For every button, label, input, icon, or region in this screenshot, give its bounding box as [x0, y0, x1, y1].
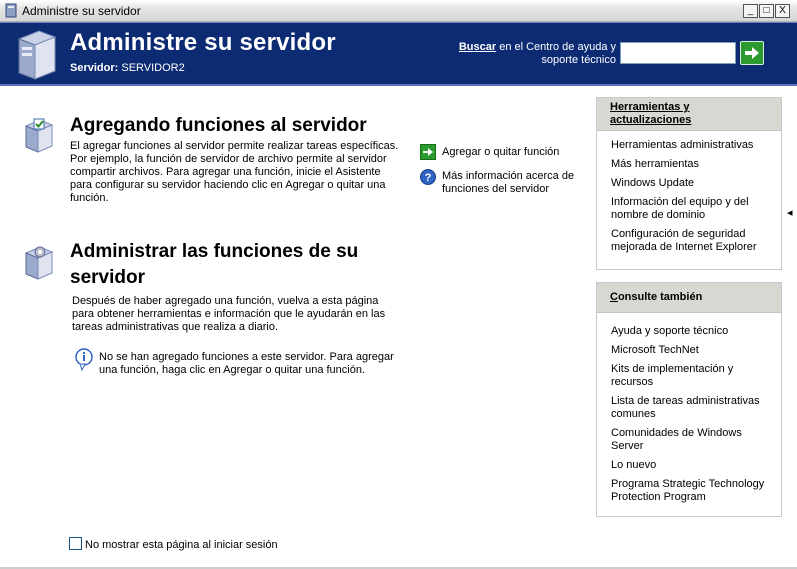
see-also-title-rest: onsulte también [617, 291, 703, 303]
search-label [430, 41, 616, 67]
see-also-panel-header [597, 283, 781, 313]
server-name: SERVIDOR2 [121, 62, 185, 74]
search-input[interactable] [620, 42, 736, 64]
tools-list [597, 131, 781, 264]
resize-cursor-icon: ◂ [787, 206, 793, 219]
minimize-button[interactable]: _ [743, 4, 758, 18]
page-title: Administre su servidor [70, 29, 336, 56]
help-icon [420, 169, 436, 185]
dont-show-label[interactable]: No mostrar esta página al iniciar sesión [85, 539, 278, 551]
see-also-item-task-list[interactable]: Lista de tareas administrativas comunes [611, 395, 760, 420]
tools-panel-title: Herramientas y actualizaciones [610, 101, 692, 126]
go-arrow-icon [741, 42, 763, 64]
tools-item-admin-tools[interactable]: Herramientas administrativas [611, 139, 754, 151]
add-role-icon [22, 118, 54, 154]
see-also-list [597, 313, 781, 514]
search-label-suffix: en el Centro de ayuda y soporte técnico [496, 41, 616, 66]
search-go-button[interactable] [740, 41, 764, 65]
window-titlebar[interactable] [0, 0, 797, 22]
close-button[interactable]: X [775, 4, 790, 18]
tools-panel [596, 97, 782, 270]
server-name-line [70, 62, 185, 74]
server-label: Servidor: [70, 62, 119, 74]
see-also-item-whats-new[interactable]: Lo nuevo [611, 459, 657, 471]
maximize-button[interactable]: □ [759, 4, 774, 18]
green-arrow-icon [420, 144, 436, 160]
see-also-item-kits[interactable]: Kits de implementación y recursos [611, 363, 734, 388]
tools-item-ie-security[interactable]: Configuración de seguridad mejorada de Internet Explorer [611, 228, 757, 253]
manage-roles-description: Después de haber agregado una función, vuelva a esta página para obtener herramientas e información que le ayudarán en las tareas administrativas que realiza a diario. [72, 295, 386, 333]
header-banner [0, 22, 797, 86]
tools-panel-header [597, 98, 781, 131]
more-info-roles-link[interactable]: Más información acerca de funciones del servidor [442, 170, 575, 195]
see-also-item-technet[interactable]: Microsoft TechNet [611, 344, 699, 356]
manage-roles-icon [22, 245, 54, 281]
see-also-item-help[interactable]: Ayuda y soporte técnico [611, 325, 729, 337]
see-also-title-accesskey: C [610, 291, 618, 303]
see-also-item-stpp[interactable]: Programa Strategic Technology Protection Program [611, 478, 765, 503]
tools-item-computer-info[interactable]: Información del equipo y del nombre de dominio [611, 196, 749, 221]
server-app-icon [4, 3, 18, 18]
add-roles-description: El agregar funciones al servidor permite realizar tareas específicas. Por ejemplo, la función de servidor de archivo permite al servidor compartir archivos. Para agregar una función, inicie el Asistente para configurar su servidor haciendo clic en Agregar o quitar una función. [70, 140, 399, 204]
server-icon [13, 29, 59, 81]
window-title: Administre su servidor [22, 4, 141, 18]
search-link[interactable]: Buscar [458, 41, 497, 53]
tools-item-more-tools[interactable]: Más herramientas [611, 158, 700, 170]
info-icon [74, 348, 94, 372]
no-roles-note: No se han agregado funciones a este servidor. Para agregar una función, haga clic en Agregar o quitar una función. [99, 351, 394, 376]
startup-checkbox-row[interactable] [69, 537, 278, 551]
manage-roles-heading: Administrar las funciones de su servidor [70, 241, 359, 288]
see-also-item-communities[interactable]: Comunidades de Windows Server [611, 427, 742, 452]
dont-show-checkbox[interactable] [69, 537, 82, 550]
svg-text:?: ? [424, 172, 432, 184]
see-also-panel [596, 282, 782, 517]
add-remove-role-link[interactable]: Agregar o quitar función [442, 146, 560, 158]
add-roles-heading: Agregando funciones al servidor [70, 115, 367, 136]
tools-item-windows-update[interactable]: Windows Update [611, 177, 695, 189]
